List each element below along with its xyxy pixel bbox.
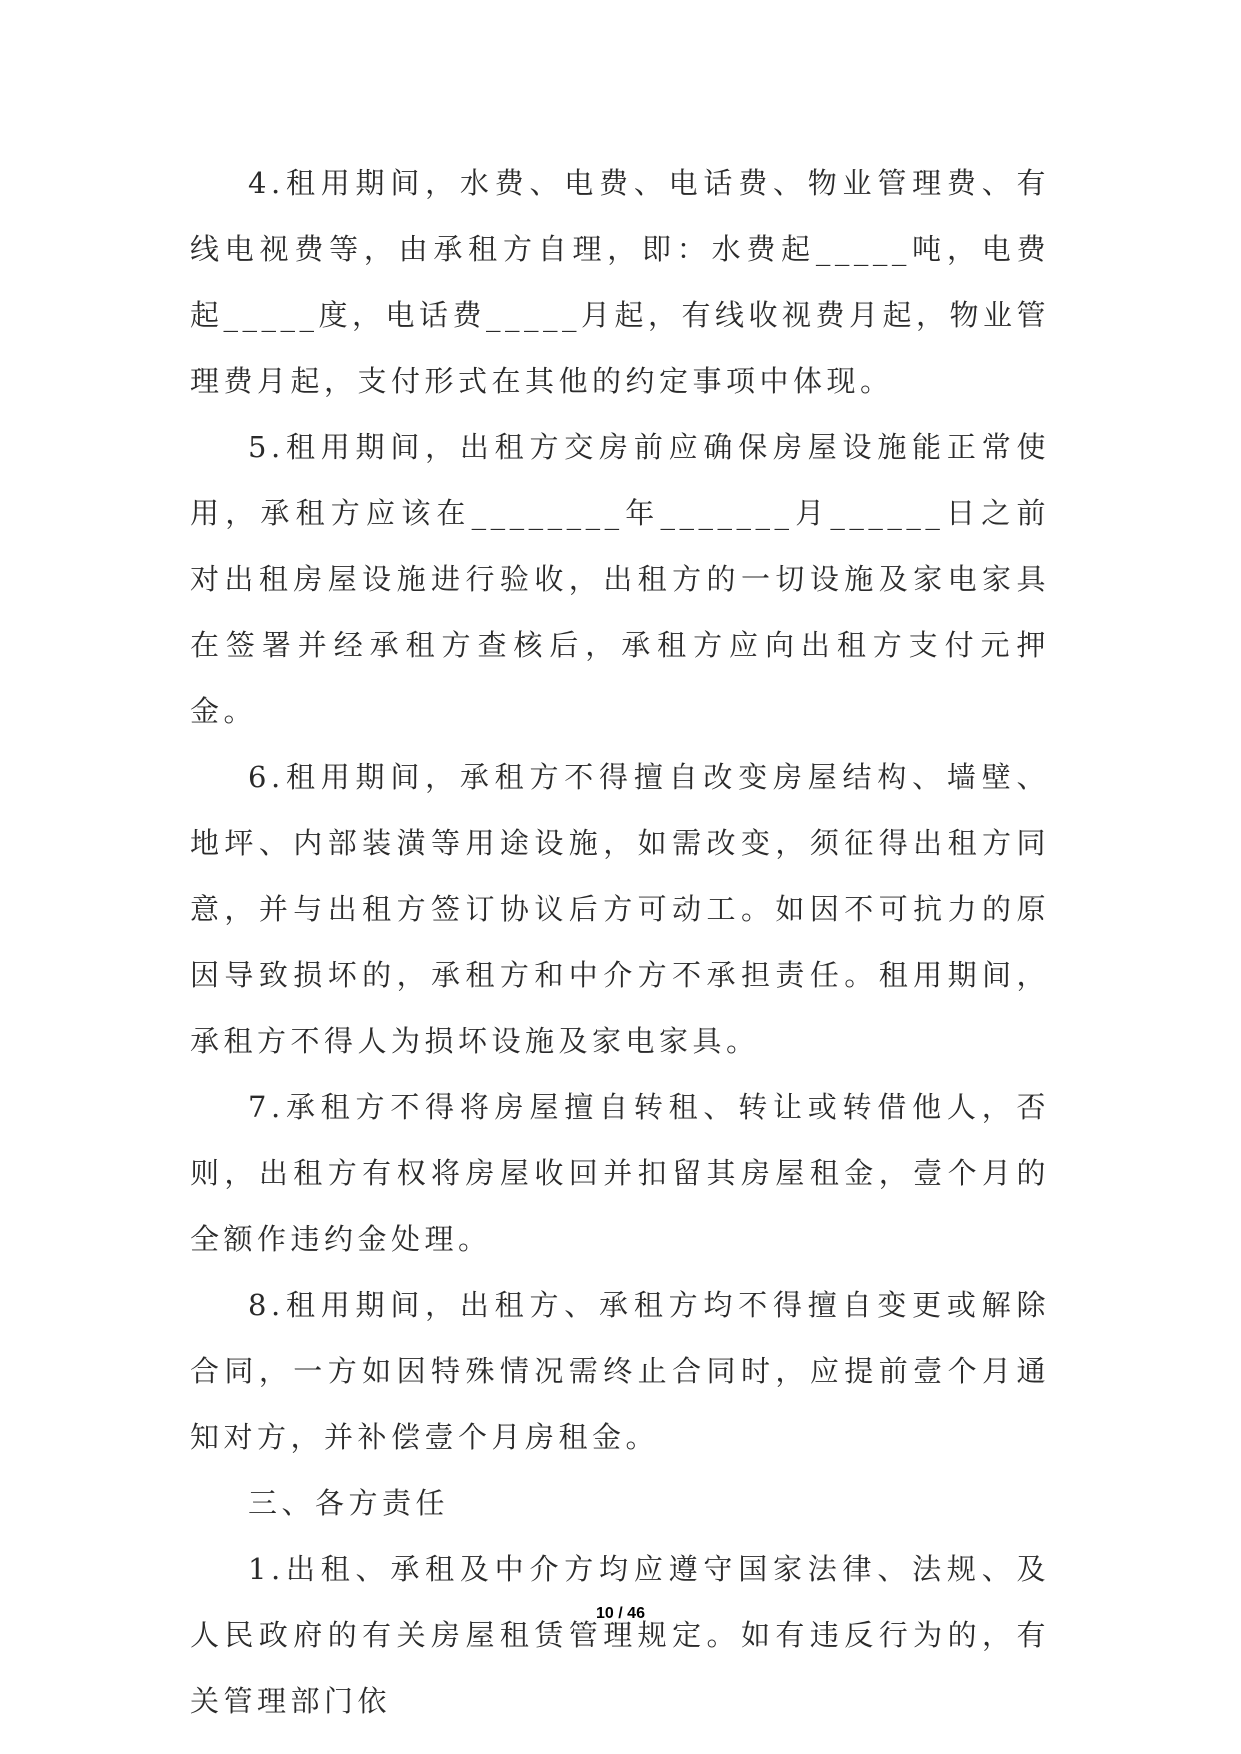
paragraph-clause-6: 6.租用期间，承租方不得擅自改变房屋结构、墙壁、地坪、内部装潢等用途设施，如需改变，须征得出租方同意，并与出租方签订协议后方可动工。如因不可抗力的原因导致损坏的，承租方和中介方不承担责任。租用期间，承租方不得人为损坏设施及家电家具。 <box>190 760 1050 1058</box>
paragraph-clause-7: 7.承租方不得将房屋擅自转租、转让或转借他人，否则，出租方有权将房屋收回并扣留其房屋租金，壹个月的全额作违约金处理。 <box>190 1090 1050 1256</box>
paragraph-clause-4: 4.租用期间，水费、电费、电话费、物业管理费、有线电视费等，由承租方自理，即：水费起_____吨，电费起_____度，电话费_____月起，有线收视费月起，物业管理费月起，支付形式在其他的约定事项中体现。 <box>190 166 1051 398</box>
document-body <box>190 150 1050 1734</box>
paragraph-clause-5: 5.租用期间，出租方交房前应确保房屋设施能正常使用，承租方应该在________年_______月______日之前对出租房屋设施进行验收，出租方的一切设施及家电家具在签署并经承租方查核后，承租方应向出租方支付元押金。 <box>190 430 1050 728</box>
paragraph-responsibility-1: 1.出租、承租及中介方均应遵守国家法律、法规、及人民政府的有关房屋租赁管理规定。如有违反行为的，有关管理部门依 <box>190 1552 1050 1718</box>
section-heading-responsibilities: 三、各方责任 <box>248 1486 450 1520</box>
paragraph-clause-8: 8.租用期间，出租方、承租方均不得擅自变更或解除合同，一方如因特殊情况需终止合同时，应提前壹个月通知对方，并补偿壹个月房租金。 <box>190 1288 1050 1454</box>
page-number: 10 / 46 <box>596 1605 645 1622</box>
